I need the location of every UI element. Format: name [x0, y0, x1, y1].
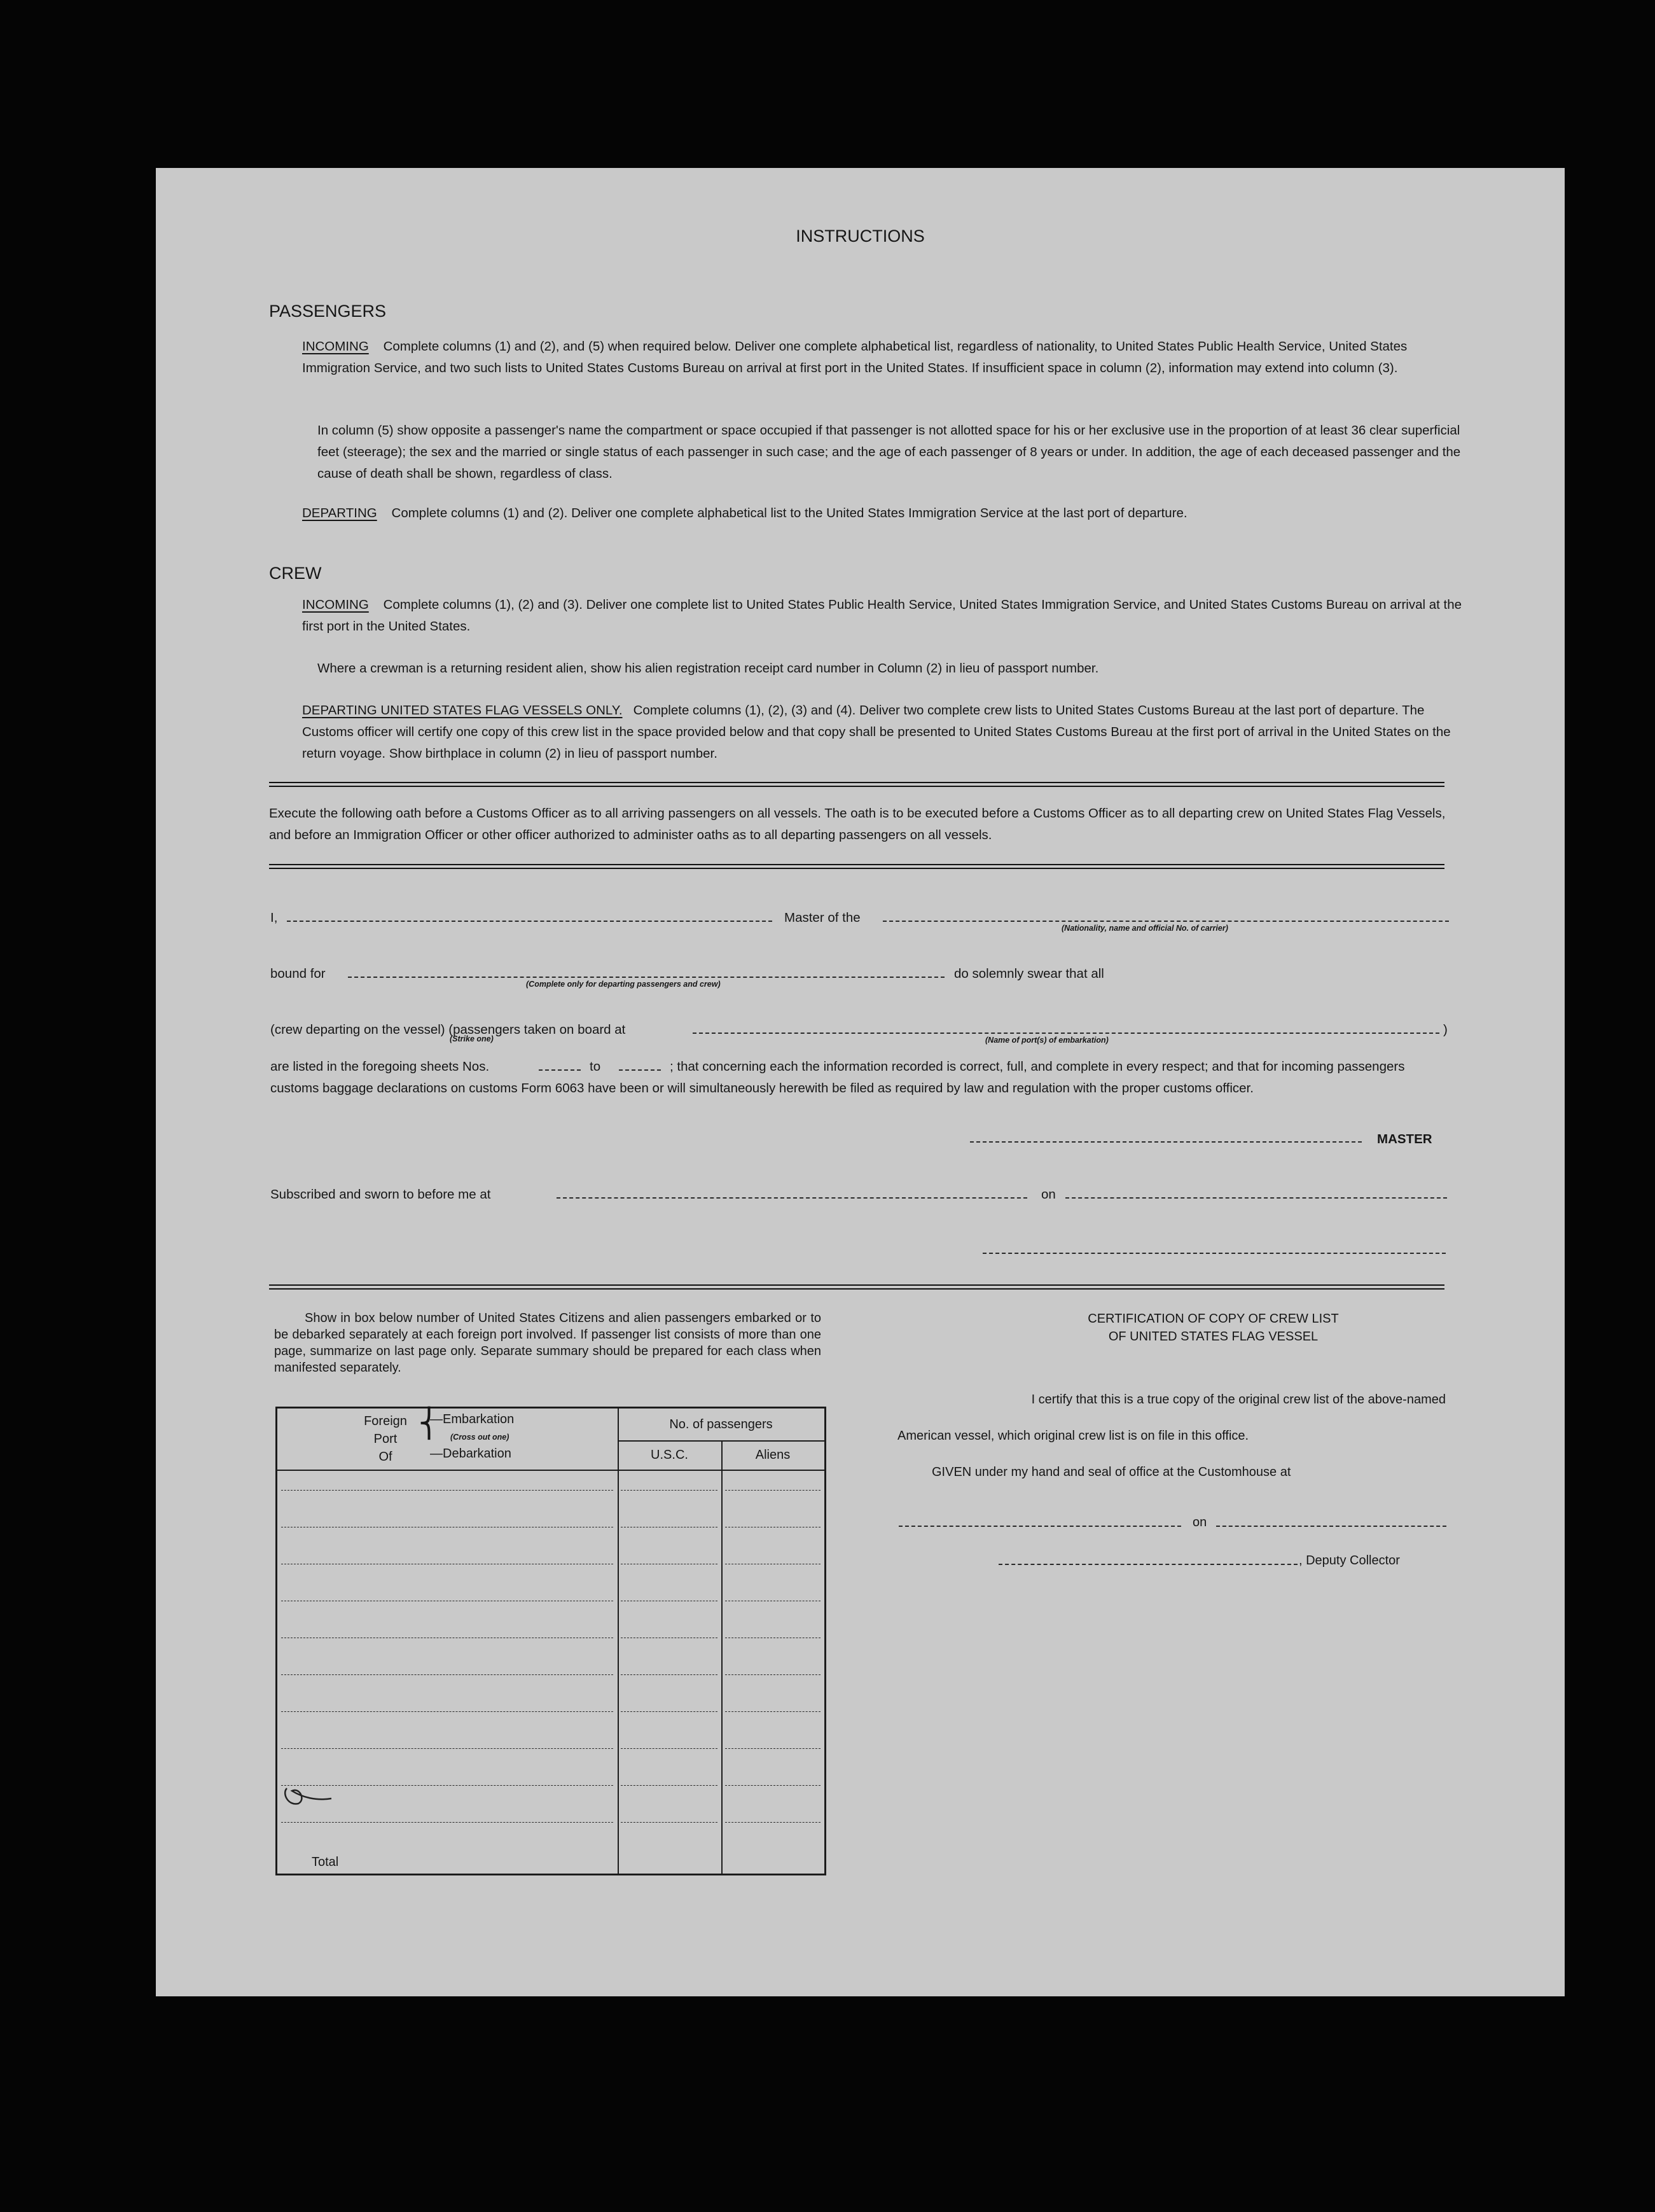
- oath-i-label: I,: [270, 910, 278, 925]
- table-column-divider: [618, 1409, 619, 1874]
- table-row-line[interactable]: [725, 1785, 821, 1786]
- deputy-collector-label: , Deputy Collector: [1299, 1554, 1400, 1568]
- subscribed-place-field[interactable]: [557, 1197, 1027, 1199]
- bound-for-label: bound for: [270, 966, 326, 981]
- subscribed-on-label: on: [1041, 1187, 1056, 1202]
- table-row-line[interactable]: [621, 1674, 717, 1675]
- form-page: [156, 168, 1565, 1996]
- brace-icon: ⎨: [419, 1408, 440, 1439]
- header-foreign-port: [354, 1412, 417, 1466]
- table-row-line[interactable]: [725, 1674, 821, 1675]
- table-row-line[interactable]: [281, 1711, 613, 1712]
- header-foreign: Foreign: [364, 1414, 407, 1428]
- crew-heading: CREW: [269, 564, 322, 583]
- passengers-departing-label: DEPARTING: [302, 506, 377, 520]
- crew-flag-paragraph: [302, 700, 1465, 765]
- passengers-heading: PASSENGERS: [269, 302, 387, 321]
- given-text: GIVEN under my hand and seal of office at the Customhouse at: [932, 1465, 1291, 1479]
- deputy-signature-field[interactable]: [999, 1564, 1298, 1565]
- listed-to-label: to: [590, 1059, 601, 1074]
- certify-text: I certify that this is a true copy of the original crew list of the above-named: [1031, 1393, 1446, 1407]
- passengers-incoming-paragraph: [302, 336, 1465, 379]
- table-row-line[interactable]: [281, 1748, 613, 1749]
- master-signature-field[interactable]: [970, 1141, 1362, 1143]
- table-row-line[interactable]: [281, 1490, 613, 1491]
- strike-note: (Strike one): [450, 1034, 494, 1043]
- table-row-line[interactable]: [281, 1674, 613, 1675]
- header-port: Port: [373, 1432, 398, 1446]
- passengers-departing-text: Complete columns (1) and (2). Deliver one complete alphabetical list to the United States Immigration Service at the last port of departure.: [391, 506, 1188, 520]
- crew-flag-text: Complete columns (1), (2), (3) and (4). Deliver two complete crew lists to United States Customs Bureau at the last port of departure. The Customs officer will certify one copy of this crew list in the space provided below and that copy shall be presented to United States Customs Bureau at the first port of arrival in the United States on the return voyage. Show birthplace in column (2) in lieu of passport number.: [302, 703, 1451, 761]
- passengers-departing-paragraph: [302, 503, 1465, 524]
- subscribed-date-field[interactable]: [1065, 1197, 1447, 1199]
- swear-label: do solemnly swear that all: [954, 966, 1104, 981]
- embarkation-port-field[interactable]: [693, 1033, 1439, 1034]
- master-label: MASTER: [1377, 1132, 1432, 1146]
- section-divider: [269, 1284, 1444, 1290]
- header-cross-out: (Cross out one): [450, 1433, 509, 1442]
- crew-departing-label: (crew departing on the vessel) (passengers taken on board at: [270, 1022, 626, 1037]
- header-usc: U.S.C.: [651, 1448, 688, 1462]
- american-vessel-text: American vessel, which original crew list is on file in this office.: [897, 1429, 1249, 1443]
- handwritten-mark: [280, 1781, 338, 1812]
- page-title: INSTRUCTIONS: [796, 226, 925, 246]
- customhouse-field[interactable]: [899, 1526, 1181, 1527]
- oath-intro: Execute the following oath before a Customs Officer as to all arriving passengers on all vessels. The oath is to be executed before a Customs Officer as to all departing crew on United States Flag Vessels, and before an Immigration Officer or other officer authorized to administer oaths as to all departing passengers on all vessels.: [269, 806, 1446, 842]
- header-of: Of: [378, 1450, 392, 1464]
- table-row-line[interactable]: [621, 1748, 717, 1749]
- port-note: (Name of port(s) of embarkation): [985, 1036, 1109, 1045]
- certification-title-line2: OF UNITED STATES FLAG VESSEL: [1108, 1330, 1319, 1344]
- table-header-divider: [618, 1440, 824, 1442]
- carrier-note: (Nationality, name and official No. of carrier): [1062, 924, 1228, 933]
- total-label: Total: [312, 1855, 339, 1869]
- officer-signature-field[interactable]: [983, 1253, 1446, 1254]
- certification-title-line1: CERTIFICATION OF COPY OF CREW LIST: [1088, 1312, 1339, 1326]
- table-row-line[interactable]: [725, 1490, 821, 1491]
- crew-resident-paragraph: Where a crewman is a returning resident alien, show his alien registration receipt card number in Column (2) in lieu of passport number.: [317, 661, 1099, 676]
- summary-instructions: Show in box below number of United States Citizens and alien passengers embarked or to be debarked separately at each foreign port involved. If passenger list consists of more than one page, summarize on last page only. Separate summary should be prepared for each class when manifested separately.: [274, 1311, 821, 1375]
- crew-incoming-paragraph: [302, 594, 1465, 637]
- certification-on-label: on: [1193, 1515, 1207, 1529]
- certification-date-field[interactable]: [1216, 1526, 1446, 1527]
- table-row-line[interactable]: [621, 1822, 717, 1823]
- table-row-line[interactable]: [621, 1490, 717, 1491]
- column5-paragraph: In column (5) show opposite a passenger's name the compartment or space occupied if that passenger is not allotted space for his or her exclusive use in the proportion of at least 36 clear superficial feet (steerage); the sex and the married or single status of each passenger in such case; and the age of each passenger of 8 years or under. In addition, the age of each deceased passenger and the cause of death shall be shown, regardless of class.: [317, 423, 1461, 481]
- header-embarkation[interactable]: —Embarkation: [430, 1412, 515, 1426]
- table-row-line[interactable]: [725, 1748, 821, 1749]
- crew-flag-label: DEPARTING UNITED STATES FLAG VESSELS ONLY.: [302, 703, 623, 718]
- table-row-line[interactable]: [281, 1822, 613, 1823]
- table-column-divider: [721, 1440, 723, 1874]
- section-divider: [269, 782, 1444, 787]
- subscribed-label: Subscribed and sworn to before me at: [270, 1187, 491, 1202]
- carrier-field[interactable]: [883, 921, 1449, 922]
- table-row-line[interactable]: [725, 1711, 821, 1712]
- header-aliens: Aliens: [755, 1448, 791, 1462]
- table-row-line[interactable]: [621, 1711, 717, 1712]
- master-of-the-label: Master of the: [784, 910, 861, 925]
- header-no-passengers: No. of passengers: [669, 1417, 773, 1431]
- crew-incoming-text: Complete columns (1), (2) and (3). Deliver one complete list to United States Public Health Service, United States Immigration Service, and United States Customs Bureau on arrival at the first port in the United States.: [302, 597, 1462, 634]
- listed-label: are listed in the foregoing sheets Nos.: [270, 1059, 490, 1074]
- table-row-line[interactable]: [725, 1822, 821, 1823]
- bound-for-field[interactable]: [348, 977, 945, 978]
- table-header-bottom: [277, 1470, 824, 1471]
- header-debarkation[interactable]: —Debarkation: [430, 1447, 511, 1461]
- passengers-incoming-label: INCOMING: [302, 339, 369, 354]
- master-name-field[interactable]: [287, 921, 772, 922]
- section-divider: [269, 864, 1444, 869]
- table-row-line[interactable]: [621, 1785, 717, 1786]
- bound-for-note: (Complete only for departing passengers and crew): [526, 980, 721, 989]
- passengers-incoming-text: Complete columns (1) and (2), and (5) when required below. Deliver one complete alphabetical list, regardless of nationality, to United States Public Health Service, United States Immigration Service, and two such lists to United States Customs Bureau on arrival at first port in the United States. If insufficient space in column (2), information may extend into column (3).: [302, 339, 1408, 375]
- listed-text: ; that concerning each the information recorded is correct, full, and complete in every respect; and that for incoming passengers customs baggage declarations on customs Form 6063 have been or will simultaneously herewith be filed as required by law and regulation with the proper customs officer.: [270, 1059, 1405, 1096]
- close-paren: ): [1443, 1022, 1448, 1037]
- passenger-summary-table: [275, 1407, 826, 1875]
- certification-title: [970, 1310, 1457, 1346]
- crew-incoming-label: INCOMING: [302, 597, 369, 612]
